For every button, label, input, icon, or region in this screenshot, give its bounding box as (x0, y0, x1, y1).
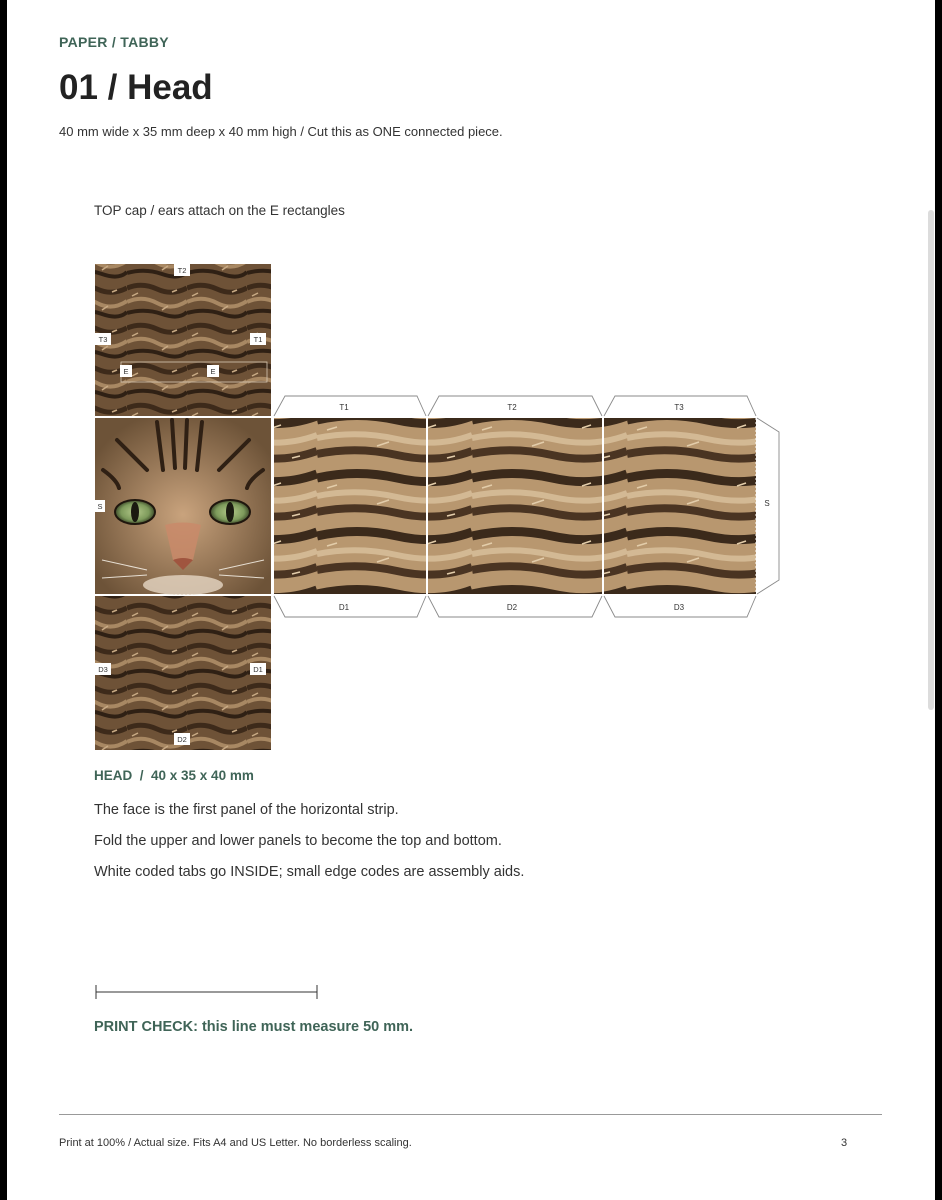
instruction-line-3: White coded tabs go INSIDE; small edge codes are assembly aids. (94, 864, 525, 880)
ear-rect-e-left: E (123, 367, 129, 376)
top-cap-panel (95, 264, 271, 416)
side-tab-label-s: S (764, 499, 770, 508)
head-papercraft-net (7, 0, 935, 800)
tab-label-t3: T3 (674, 403, 684, 412)
edge-code-t1: T1 (253, 335, 263, 344)
tab-label-d1: D1 (338, 603, 350, 612)
top-cap-note: TOP cap / ears attach on the E rectangles (94, 203, 345, 218)
page-title: 01 / Head (59, 68, 213, 107)
side-panel-1 (274, 418, 426, 594)
dimensions-text: 40 mm wide x 35 mm deep x 40 mm high / Cut this as ONE connected piece. (59, 124, 503, 139)
scrollbar-thumb[interactable] (928, 210, 934, 710)
edge-code-t3: T3 (98, 335, 108, 344)
face-panel (95, 418, 271, 595)
net-caption: HEAD / 40 x 35 x 40 mm (94, 768, 254, 783)
print-check-label: PRINT CHECK: this line must measure 50 mm. (94, 1019, 414, 1035)
breadcrumb: PAPER / TABBY (59, 34, 169, 50)
document-page (7, 0, 935, 1200)
footer-text: Print at 100% / Actual size. Fits A4 and US Letter. No borderless scaling. (59, 1137, 412, 1149)
tab-label-d2: D2 (506, 603, 518, 612)
side-panel-2 (428, 418, 602, 594)
print-check-ruler (93, 982, 323, 1002)
tab-label-t2: T2 (507, 403, 517, 412)
edge-code-d1: D1 (253, 665, 263, 674)
page-number: 3 (841, 1137, 848, 1149)
bottom-panel (95, 596, 271, 750)
footer-divider (59, 1114, 882, 1115)
side-panel-3 (604, 418, 756, 594)
instruction-line-1: The face is the first panel of the horizontal strip. (94, 802, 399, 818)
edge-code-d2: D2 (177, 735, 187, 744)
tab-label-d3: D3 (673, 603, 685, 612)
edge-code-d3: D3 (98, 665, 108, 674)
instruction-line-2: Fold the upper and lower panels to become the top and bottom. (94, 833, 502, 849)
edge-code-s: S (97, 502, 103, 511)
edge-code-t2: T2 (177, 266, 187, 275)
ear-rect-e-right: E (210, 367, 216, 376)
tab-label-t1: T1 (339, 403, 349, 412)
